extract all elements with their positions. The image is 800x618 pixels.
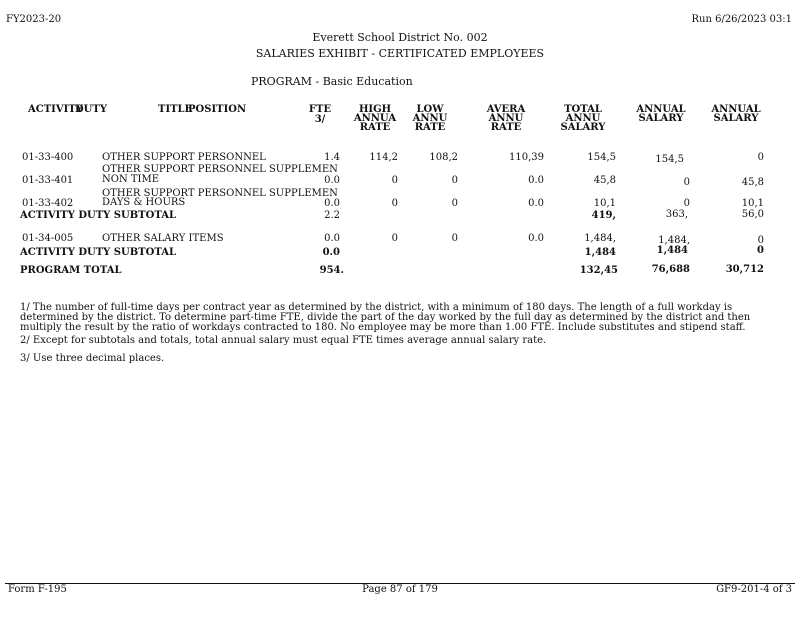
- subtotal-total: 1,484: [584, 247, 616, 258]
- total-salary: 154,5: [587, 152, 616, 163]
- high-rate: 0: [391, 175, 398, 186]
- position-title: OTHER SALARY ITEMS: [102, 233, 224, 244]
- annual-salary-1: 0: [683, 177, 690, 188]
- avg-rate: 0.0: [528, 175, 544, 186]
- high-rate: 114,2: [369, 152, 398, 163]
- district-name: Everett School District No. 002: [312, 31, 488, 44]
- avg-rate: 0.0: [528, 233, 544, 244]
- col-high-3: RATE: [359, 122, 391, 133]
- col-avg-3: RATE: [490, 122, 522, 133]
- footnote-1-line-3: multiply the result by the ratio of workdays contracted to 180. No employee may be more than 1.00 FTE. Include substitutes and stipend staff.: [20, 322, 746, 333]
- subtotal-annual-1: 363,: [665, 209, 688, 220]
- position-title: OTHER SUPPORT PERSONNEL SUPPLEMEN: [102, 188, 338, 199]
- fte-value: 0.0: [324, 233, 340, 244]
- fte-value: 0.0: [324, 175, 340, 186]
- annual-salary-1: 154,5: [655, 154, 684, 165]
- program-total-annual-1: 76,688: [651, 264, 690, 275]
- position-title: OTHER SUPPORT PERSONNEL SUPPLEMEN: [102, 164, 338, 175]
- form-code: GF9-201-4 of 3: [716, 584, 792, 595]
- page-number: Page 87 of 179: [362, 584, 438, 595]
- subtotal-annual-1: 1,484: [656, 245, 688, 256]
- col-annual-2: ANNUAL: [711, 104, 761, 115]
- high-rate: 0: [391, 233, 398, 244]
- subtotal-annual-2: 56,0: [741, 209, 764, 220]
- subtotal-fte: 2.2: [324, 210, 340, 221]
- low-rate: 0: [451, 198, 458, 209]
- total-salary: 10,1: [593, 198, 616, 209]
- annual-salary-2: 0: [757, 235, 764, 246]
- footnote-1-line-2: determined by the district. To determine part-time FTE, divide the part of the day worked by the full day as determined by the district and then: [20, 312, 751, 323]
- col-high-1: HIGH: [358, 104, 392, 115]
- col-high-2: ANNUA: [353, 113, 397, 124]
- col-title: TITLE: [158, 104, 193, 115]
- col-low-1: LOW: [416, 104, 444, 115]
- total-salary: 1,484,: [584, 233, 616, 244]
- col-activity: ACTIVITY: [28, 104, 83, 115]
- col-duty: DUTY: [75, 104, 107, 115]
- col-annual-1: ANNUAL: [636, 104, 686, 115]
- annual-salary-2: 10,1: [741, 198, 764, 209]
- low-rate: 0: [451, 233, 458, 244]
- program-total-salary: 132,45: [579, 265, 618, 276]
- run-timestamp: Run 6/26/2023 03:1: [691, 14, 792, 25]
- col-position: POSITION: [188, 104, 247, 115]
- avg-rate: 0.0: [528, 198, 544, 209]
- annual-salary-2: 45,8: [741, 177, 764, 188]
- program-total-label: PROGRAM TOTAL: [20, 265, 122, 276]
- col-annual-1-salary: SALARY: [638, 113, 684, 124]
- col-low-2: ANNU: [412, 113, 448, 124]
- subtotal-annual-2: 0: [757, 245, 764, 256]
- program-total-annual-2: 30,712: [725, 264, 764, 275]
- col-total-3: SALARY: [560, 122, 606, 133]
- activity-code: 01-34-005: [22, 233, 74, 244]
- form-number: Form F-195: [8, 584, 67, 595]
- fte-value: 0.0: [324, 198, 340, 209]
- position-title: OTHER SUPPORT PERSONNEL: [102, 152, 266, 163]
- high-rate: 0: [391, 198, 398, 209]
- footnote-1-line-1: 1/ The number of full-time days per contract year as determined by the district, with a minimum of 180 days. The length of a full workday is: [20, 302, 733, 313]
- col-annual-2-salary: SALARY: [713, 113, 759, 124]
- fte-value: 1.4: [324, 152, 340, 163]
- annual-salary-1: 1,484,: [658, 235, 690, 246]
- activity-code: 01-33-400: [22, 152, 74, 163]
- col-total-1: TOTAL: [564, 104, 602, 115]
- annual-salary-1: 0: [683, 198, 690, 209]
- subtotal-fte: 0.0: [322, 247, 340, 258]
- program-total-fte: 954.: [319, 265, 344, 276]
- col-fte: FTE: [308, 104, 332, 115]
- fiscal-year: FY2023-20: [6, 14, 62, 25]
- col-low-3: RATE: [414, 122, 446, 133]
- footnote-3: 3/ Use three decimal places.: [20, 353, 165, 364]
- position-subtitle: DAYS & HOURS: [102, 197, 186, 208]
- col-avg-2: ANNU: [488, 113, 524, 124]
- low-rate: 108,2: [429, 152, 458, 163]
- avg-rate: 110,39: [509, 152, 544, 163]
- col-avg-1: AVERA: [486, 104, 526, 115]
- program-title: PROGRAM - Basic Education: [251, 75, 413, 88]
- col-total-2: ANNU: [565, 113, 601, 124]
- activity-code: 01-33-402: [22, 198, 74, 209]
- col-fte-note: 3/: [314, 114, 326, 125]
- low-rate: 0: [451, 175, 458, 186]
- position-subtitle: NON TIME: [102, 174, 160, 185]
- activity-code: 01-33-401: [22, 175, 74, 186]
- subtotal-label: ACTIVITY DUTY SUBTOTAL: [20, 210, 177, 221]
- report-title: SALARIES EXHIBIT - CERTIFICATED EMPLOYEES: [255, 47, 545, 60]
- subtotal-label: ACTIVITY DUTY SUBTOTAL: [20, 247, 177, 258]
- footnote-2: 2/ Except for subtotals and totals, total annual salary must equal FTE times average annual salary rate.: [20, 335, 547, 346]
- annual-salary-2: 0: [757, 152, 764, 163]
- subtotal-total: 419,: [591, 210, 616, 221]
- total-salary: 45,8: [593, 175, 616, 186]
